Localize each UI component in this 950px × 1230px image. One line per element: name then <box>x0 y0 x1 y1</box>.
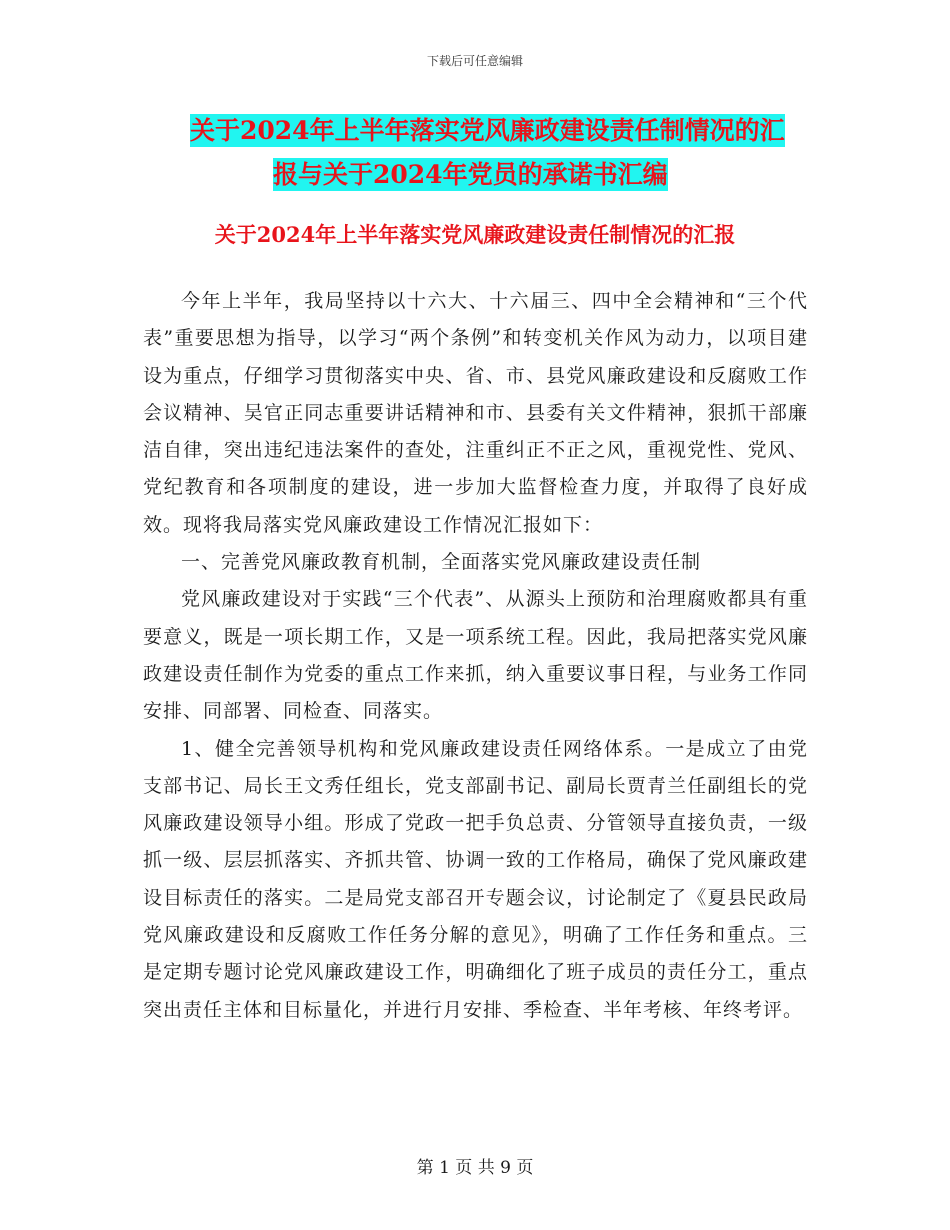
document-title-line-2 <box>0 151 950 199</box>
paragraph-3: 1、健全完善领导机构和党风廉政建设责任网络体系。一是成立了由党支部书记、局长王文秀任组长，党支部副书记、副局长贾青兰任副组长的党风廉政建设领导小组。形成了党政一把手负总责、分管领导直接负责，一级抓一级、层层抓落实、齐抓共管、协调一致的工作格局，确保了党风廉政建设目标责任的落实。二是局党支部召开专题会议，讨论制定了《夏县民政局党风廉政建设和反腐败工作任务分解的意见》，明确了工作任务和重点。三是定期专题讨论党风廉政建设工作，明确细化了班子成员的责任分工，重点突出责任主体和目标量化，并进行月安排、季检查、半年考核、年终考评。 <box>143 737 808 1021</box>
section-heading: 关于2024年上半年落实党风廉政建设责任制情况的汇报 <box>214 222 736 247</box>
document-title-line-1 <box>0 107 950 155</box>
paragraph-heading-1: 一、完善党风廉政教育机制，全面落实党风廉政建设责任制 <box>181 551 702 574</box>
paragraph-intro: 今年上半年，我局坚持以十六大、十六届三、四中全会精神和“三个代表”重要思想为指导，以学习“两个条例”和转变机关作风为动力，以项目建设为重点，仔细学习贯彻落实中央、省、市、县党风廉政建设和反腐败工作会议精神、吴官正同志重要讲话精神和市、县委有关文件精神，狠抓干部廉洁自律，突出违纪违法案件的查处，注重纠正不正之风，重视党性、党风、党纪教育和各项制度的建设，进一步加大监督检查力度，并取得了良好成效。现将我局落实党风廉政建设工作情况汇报如下： <box>143 290 808 536</box>
document-title-text-2: 报与关于2024年党员的承诺书汇编 <box>273 160 668 189</box>
body-text <box>143 283 808 1029</box>
page-header-note: 下载后可任意编辑 <box>426 54 523 68</box>
page-footer-number: 第 1 页 共 9 页 <box>416 1158 534 1178</box>
paragraph-2: 党风廉政建设对于实践“三个代表”、从源头上预防和治理腐败都具有重要意义，既是一项长期工作，又是一项系统工程。因此，我局把落实党风廉政建设责任制作为党委的重点工作来抓，纳入重要议事日程，与业务工作同安排、同部署、同检查、同落实。 <box>143 588 808 723</box>
document-title-text-1: 关于2024年上半年落实党风廉政建设责任制情况的汇 <box>190 116 785 145</box>
